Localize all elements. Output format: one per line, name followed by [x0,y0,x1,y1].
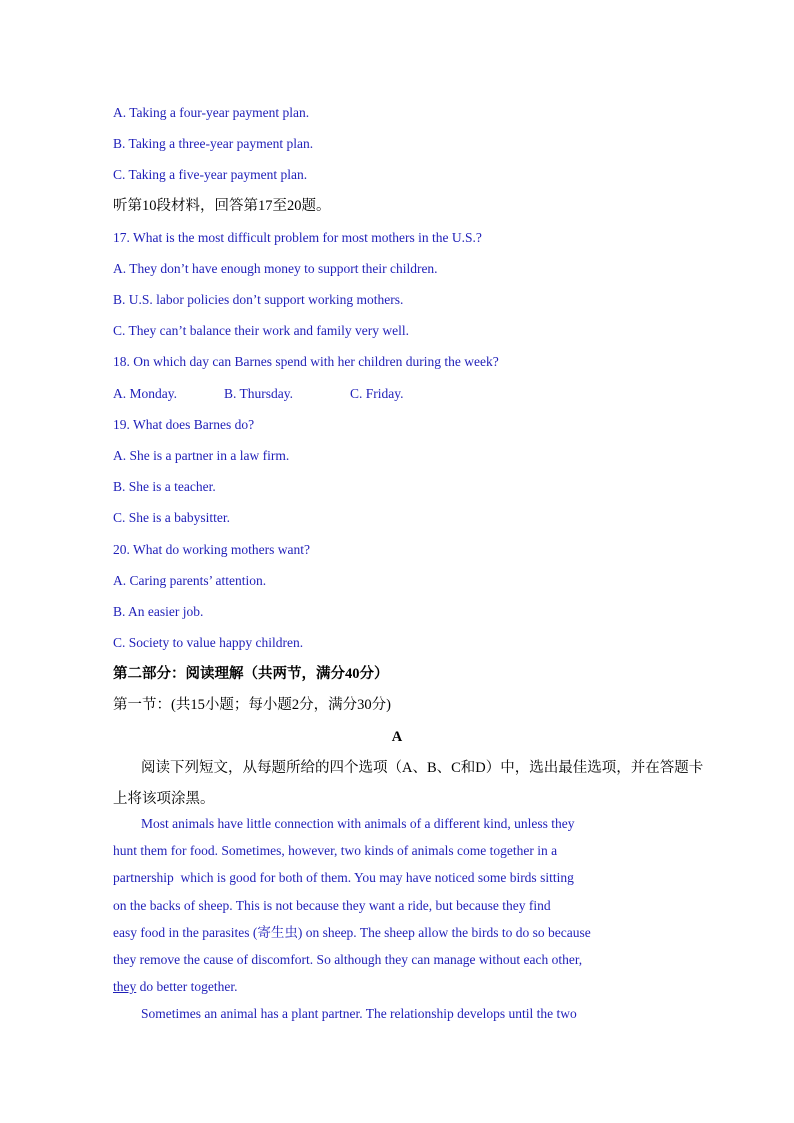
passage-line-3: partnership which is good for both of them. You may have noticed some birds sitting [113,870,574,885]
q19-question: 19. What does Barnes do? [113,417,255,432]
section1-heading: 第一节：(共15小题；每小题2分，满分30分) [113,697,391,713]
q20-option-b: B. An easier job. [113,604,204,619]
q20-option-a: A. Caring parents’ attention. [113,573,267,588]
q17-question: 17. What is the most difficult problem for most mothers in the U.S.? [113,230,482,245]
q18-option-b: B. Thursday. [224,386,293,401]
q19-option-b: B. She is a teacher. [113,479,216,494]
passage-next-paragraph: Sometimes an animal has a plant partner. The relationship develops until the two [141,1006,577,1021]
q18-option-c: C. Friday. [350,386,404,401]
q18-option-a: A. Monday. [113,386,177,401]
passage-line-6: they remove the cause of discomfort. So although they can manage without each other, [113,952,583,967]
passage-line-7-rest: do better together. [136,979,238,994]
passage-line-4: on the backs of sheep. This is not because they want a ride, but because they find [113,898,551,913]
part2-heading: 第二部分：阅读理解（共两节，满分40分） [113,666,389,682]
q19-option-a: A. She is a partner in a law firm. [113,448,290,463]
section10-instruction: 听第10段材料，回答第17至20题。 [113,198,331,214]
q16-option-c: C. Taking a five-year payment plan. [113,167,308,182]
q19-option-c: C. She is a babysitter. [113,510,230,525]
q17-option-b: B. U.S. labor policies don’t support working mothers. [113,292,404,307]
reading-instruction-line-2: 上将该项涂黑。 [113,791,215,807]
q18-question: 18. On which day can Barnes spend with her children during the week? [113,354,499,369]
q20-option-c: C. Society to value happy children. [113,635,304,650]
passage-line-5: easy food in the parasites (寄生虫) on sheep. The sheep allow the birds to do so because [113,925,591,940]
q16-option-b: B. Taking a three-year payment plan. [113,136,314,151]
underlined-word-they: they [113,979,137,994]
passage-line-2: hunt them for food. Sometimes, however, two kinds of animals come together in a [113,843,558,858]
passage-label: A [391,729,403,745]
passage-line-1: Most animals have little connection with animals of a different kind, unless they [141,816,575,831]
q20-question: 20. What do working mothers want? [113,542,310,557]
reading-instruction-line-1: 阅读下列短文，从每题所给的四个选项（A、B、C和D）中，选出最佳选项，并在答题卡 [141,760,704,776]
passage-line-7 [113,979,237,995]
q17-option-c: C. They can’t balance their work and family very well. [113,323,410,338]
q17-option-a: A. They don’t have enough money to support their children. [113,261,438,276]
q16-option-a: A. Taking a four-year payment plan. [113,105,310,120]
